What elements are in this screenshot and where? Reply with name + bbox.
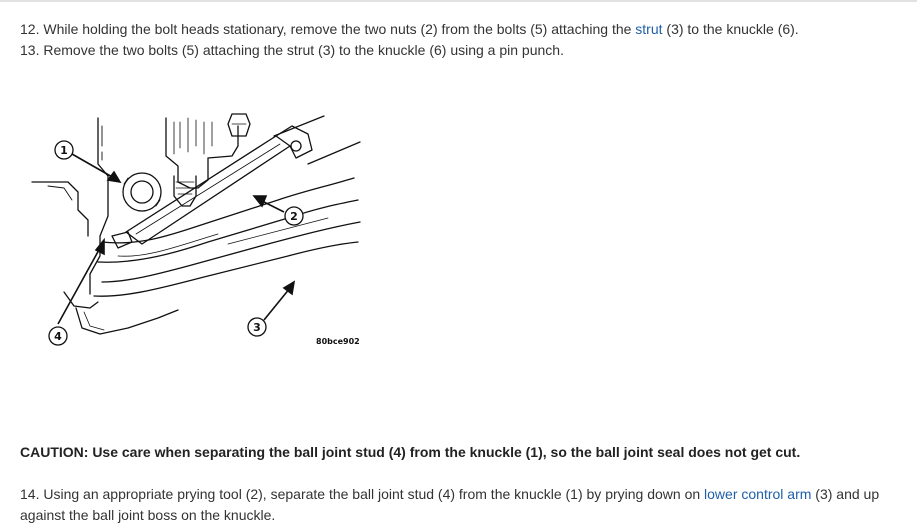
procedure-figure: [28, 96, 368, 356]
callout-3: 3: [253, 321, 261, 334]
step-13: 13. Remove the two bolts (5) attaching the strut (3) to the knuckle (6) using a pin punch.: [20, 42, 564, 58]
callout-2: 2: [290, 210, 298, 223]
figure-caption: 80bce902: [316, 337, 360, 346]
step-14-text-before: 14. Using an appropriate prying tool (2), separate the ball joint stud (4) from the knuckle (1) by prying down on: [20, 486, 705, 502]
caution-note: CAUTION: Use care when separating the ball joint stud (4) from the knuckle (1), so the ball joint seal does not get cut.: [20, 444, 801, 460]
step-12-text-before: 12. While holding the bolt heads stationary, remove the two nuts (2) from the bolts (5) attaching the: [20, 21, 636, 37]
knuckle-illustration: [28, 96, 368, 356]
step-12: [20, 19, 799, 39]
step-14: [20, 484, 879, 504]
step-12-text-after: (3) to the knuckle (6).: [662, 21, 799, 37]
lower-control-arm-link[interactable]: lower control arm: [704, 486, 812, 502]
callout-4: 4: [54, 330, 62, 343]
top-divider: [0, 0, 917, 2]
strut-link[interactable]: strut: [635, 21, 663, 37]
step-14-text-after: (3) and up: [811, 486, 880, 502]
step-14-continued: against the ball joint boss on the knuckle.: [20, 507, 276, 523]
callout-1: 1: [60, 144, 68, 157]
